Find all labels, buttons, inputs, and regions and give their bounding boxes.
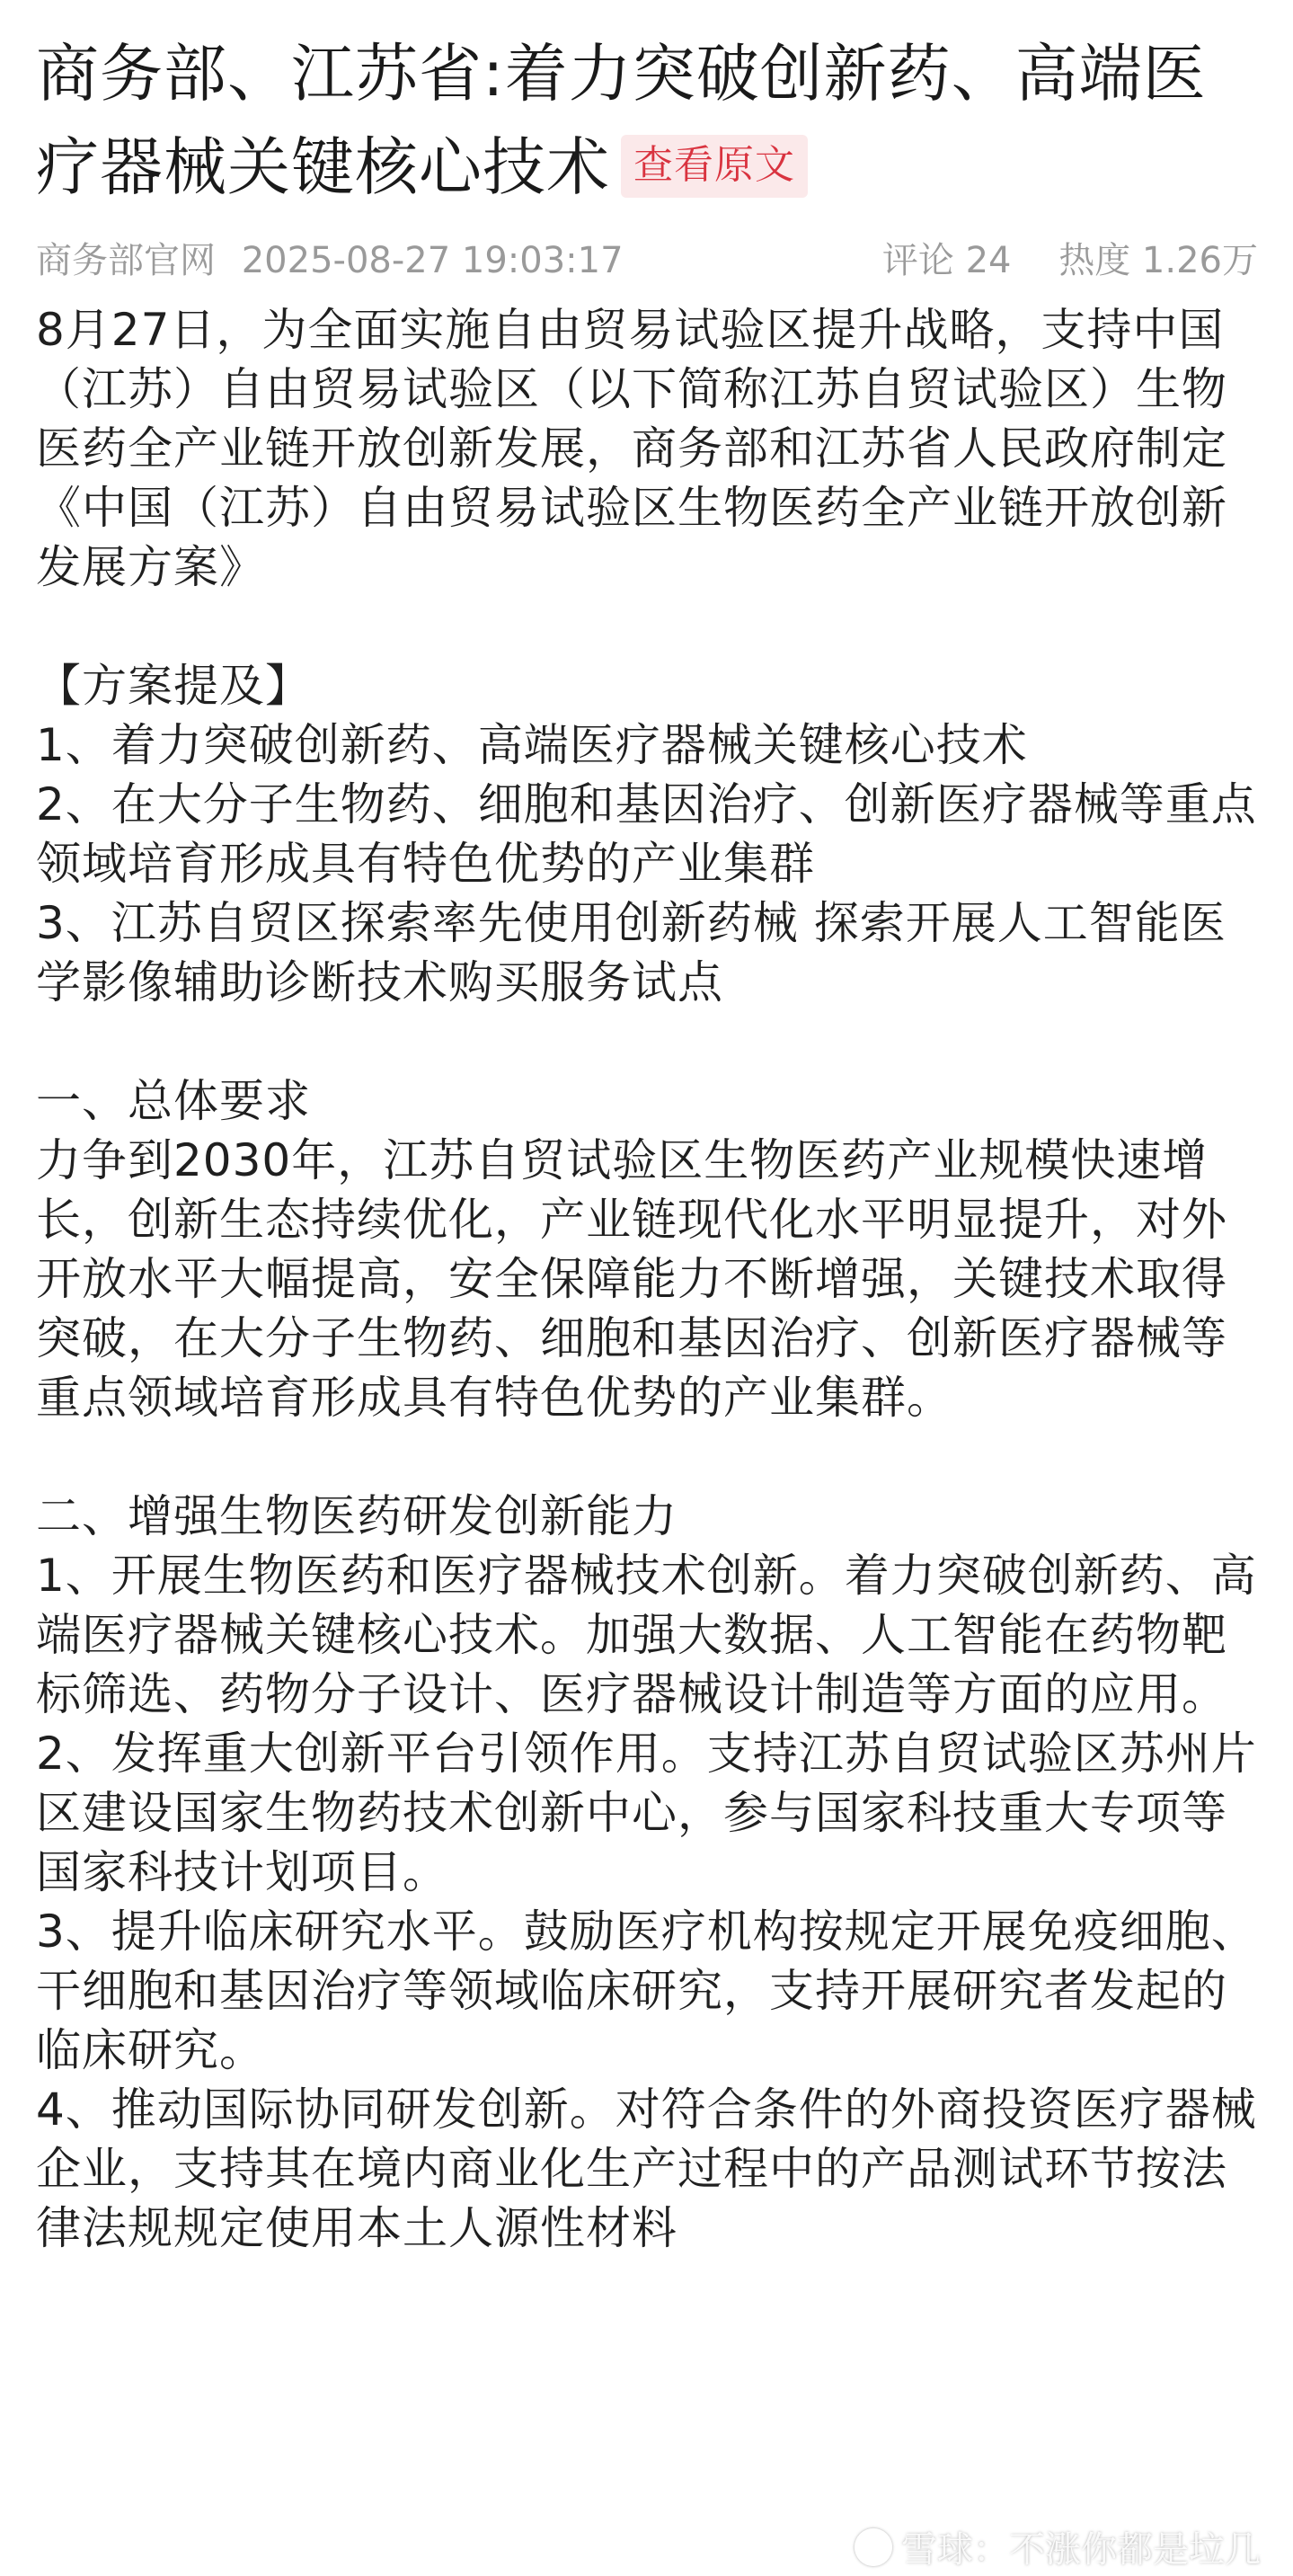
article-title-text: 商务部、江苏省:着力突破创新药、高端医疗器械关键核心技术 [36,37,1207,204]
blank-line [36,1012,1258,1071]
article-datetime: 2025-08-27 19:03:17 [241,240,624,281]
list-item: 1、着力突破创新药、高端医疗器械关键核心技术 [36,719,1028,771]
snowball-logo-icon [855,2528,892,2566]
article-title [36,27,1258,214]
comment-count[interactable]: 评论 24 [881,240,1012,281]
meta-left [36,234,624,288]
section-heading-general: 一、总体要求 [36,1075,311,1127]
article-body [36,300,1258,2258]
article-meta [36,234,1258,288]
section-heading-rnd: 二、增强生物医药研发创新能力 [36,1490,677,1542]
list-item: 1、开展生物医药和医疗器械技术创新。着力突破创新药、高端医疗器械关键核心技术。加强大数据、人工智能在药物靶标筛选、药物分子设计、医疗器械设计制造等方面的应用。 [36,1550,1257,1720]
blank-line [36,597,1258,656]
watermark [855,2521,1261,2572]
blank-line [36,1427,1258,1487]
list-item: 3、江苏自贸区探索率先使用创新药械 探索开展人工智能医学影像辅助诊断技术购买服务试点 [36,897,1227,1008]
list-item: 3、提升临床研究水平。鼓励医疗机构按规定开展免疫细胞、干细胞和基因治疗等领域临床研究，支持开展研究者发起的临床研究。 [36,1905,1257,2076]
list-item: 2、在大分子生物药、细胞和基因治疗、创新医疗器械等重点领域培育形成具有特色优势的产业集群 [36,778,1257,890]
paragraph-intro: 8月27日，为全面实施自由贸易试验区提升战略，支持中国（江苏）自由贸易试验区（以下简称江苏自贸试验区）生物医药全产业链开放创新发展，商务部和江苏省人民政府制定《中国（江苏）自由贸易试验区生物医药全产业链开放创新发展方案》 [36,304,1227,593]
section-heading-plan: 【方案提及】 [36,660,311,712]
watermark-text: 雪球：不涨你都是垃几 [901,2529,1261,2571]
heat-count: 热度 1.26万 [1058,240,1258,281]
meta-right [882,234,1258,288]
view-original-button[interactable]: 查看原文 [621,135,808,198]
paragraph-general: 力争到2030年，江苏自贸试验区生物医药产业规模快速增长，创新生态持续优化，产业链现代化水平明显提升，对外开放水平大幅提高，安全保障能力不断增强，关键技术取得突破，在大分子生物药、细胞和基因治疗、创新医疗器械等重点领域培育形成具有特色优势的产业集群。 [36,1134,1227,1424]
list-item: 2、发挥重大创新平台引领作用。支持江苏自贸试验区苏州片区建设国家生物药技术创新中心，参与国家科技重大专项等国家科技计划项目。 [36,1728,1257,1898]
article [36,27,1258,2258]
article-source[interactable]: 商务部官网 [36,240,216,281]
list-item: 4、推动国际协同研发创新。对符合条件的外商投资医疗器械企业，支持其在境内商业化生产过程中的产品测试环节按法律法规规定使用本土人源性材料 [36,2083,1257,2254]
